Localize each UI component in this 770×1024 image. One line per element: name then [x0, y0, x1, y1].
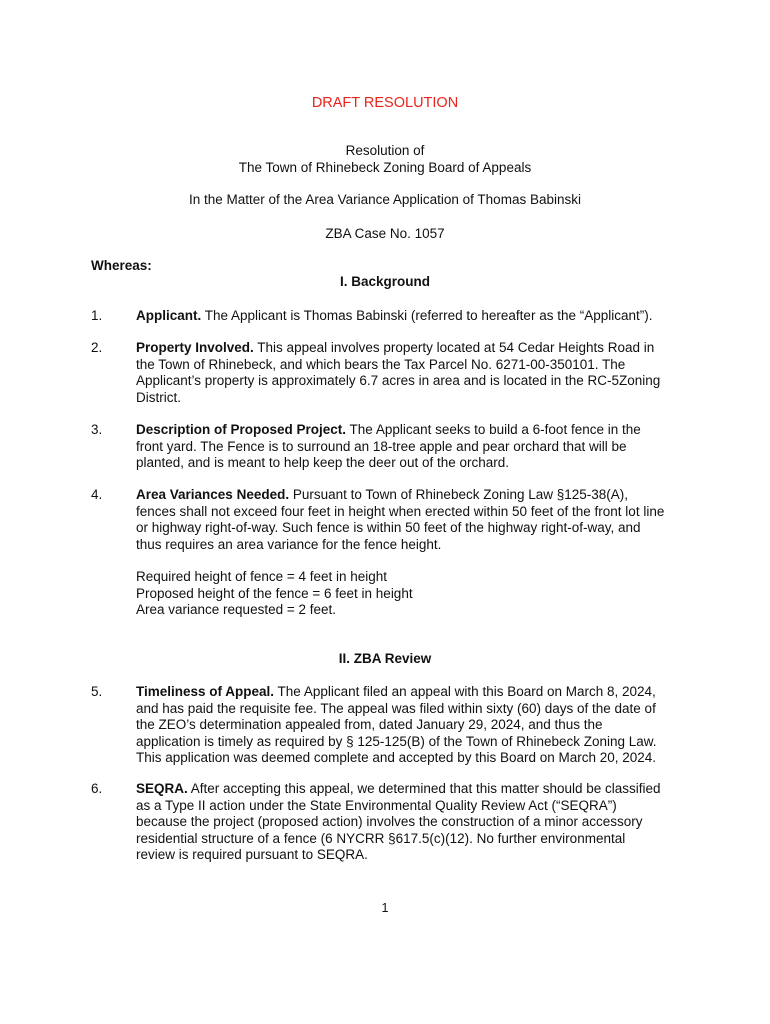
item-heading: Description of Proposed Project. — [136, 422, 347, 437]
whereas-label: Whereas: — [91, 258, 152, 273]
item-heading: Area Variances Needed. — [136, 487, 290, 502]
item-heading: Property Involved. — [136, 340, 254, 355]
item-text: thus requires an area variance for the fence height. — [136, 536, 442, 552]
item-line — [136, 308, 696, 325]
item-line — [136, 487, 696, 504]
item-text: The Applicant is Thomas Babinski (referred to hereafter as the “Applicant”). — [201, 308, 653, 323]
item-text: as a Type II action under the State Environmental Quality Review Act (“SEQRA”) — [136, 797, 617, 813]
item-line — [136, 684, 696, 701]
item-text: Applicant’s property is approximately 6.7 acres in area and is located in the RC-5Zoning — [136, 373, 661, 388]
item-text: review is required pursuant to SEQRA. — [136, 847, 368, 862]
item-applicant — [136, 308, 696, 325]
item-text: residential structure of a fence (6 NYCRR §617.5(c)(12). No further environmental — [136, 830, 626, 846]
item-property-involved — [136, 340, 696, 406]
matter-line: In the Matter of the Area Variance Application of Thomas Babinski — [189, 192, 581, 207]
item-number: 4. — [91, 487, 103, 502]
resolution-of: Resolution of — [345, 143, 425, 158]
item-text: and has paid the requisite fee. The appeal was filed within sixty (60) days of the date of — [136, 700, 656, 716]
item-area-variances — [136, 487, 696, 553]
item-text: This appeal involves property located at 54 Cedar Heights Road in — [253, 340, 655, 355]
board-name: The Town of Rhinebeck Zoning Board of Appeals — [238, 160, 532, 175]
item-text: or highway right-of-way. Such fence is within 50 feet of the highway right-of-way, and — [136, 520, 641, 535]
item-line — [136, 781, 696, 798]
item-heading: Applicant. — [136, 308, 202, 323]
item-text: District. — [136, 389, 181, 405]
item-seqra — [136, 781, 696, 864]
required-height: Required height of fence = 4 feet in height — [136, 569, 388, 584]
item-text: fences shall not exceed four feet in height when erected within 50 feet of the front lot line — [136, 503, 665, 519]
draft-title: DRAFT RESOLUTION — [311, 95, 459, 111]
item-text: Pursuant to Town of Rhinebeck Zoning Law §125-38(A), — [289, 487, 629, 502]
item-text: The Applicant seeks to build a 6-foot fence in the — [346, 422, 641, 437]
item-text: the Town of Rhinebeck, and which bears the Tax Parcel No. 6271-00-350101. The — [136, 356, 626, 372]
item-text: The Applicant filed an appeal with this Board on March 8, 2024, — [274, 684, 656, 699]
item-timeliness — [136, 684, 696, 767]
item-text: front yard. The Fence is to surround an 18-tree apple and pear orchard that will be — [136, 438, 627, 454]
case-number: ZBA Case No. 1057 — [325, 226, 445, 241]
item-proposed-project — [136, 422, 696, 472]
item-number: 2. — [91, 340, 103, 355]
item-text: application is timely as required by § 125-125(B) of the Town of Rhinebeck Zoning Law. — [136, 733, 657, 749]
proposed-height: Proposed height of the fence = 6 feet in height — [136, 585, 413, 601]
variance-figures — [136, 569, 696, 619]
item-text: because the project (proposed action) involves the construction of a minor accessory — [136, 814, 643, 829]
item-text: the ZEO’s determination appealed from, dated January 29, 2024, and thus the — [136, 717, 603, 732]
variance-requested: Area variance requested = 2 feet. — [136, 602, 337, 617]
section-heading-zba-review: II. ZBA Review — [338, 651, 432, 666]
item-text: This application was deemed complete and accepted by this Board on March 20, 2024. — [136, 750, 657, 765]
section-heading-background: I. Background — [339, 274, 430, 289]
item-heading: SEQRA. — [136, 781, 188, 796]
item-number: 5. — [91, 684, 103, 699]
item-number: 1. — [91, 308, 103, 323]
item-text: planted, and is meant to help keep the deer out of the orchard. — [136, 455, 510, 470]
item-line — [136, 340, 696, 357]
item-number: 3. — [91, 422, 103, 437]
page-number: 1 — [381, 901, 389, 915]
item-line — [136, 422, 696, 439]
item-number: 6. — [91, 781, 103, 796]
item-heading: Timeliness of Appeal. — [136, 684, 275, 699]
item-text: After accepting this appeal, we determined that this matter should be classified — [187, 781, 661, 796]
